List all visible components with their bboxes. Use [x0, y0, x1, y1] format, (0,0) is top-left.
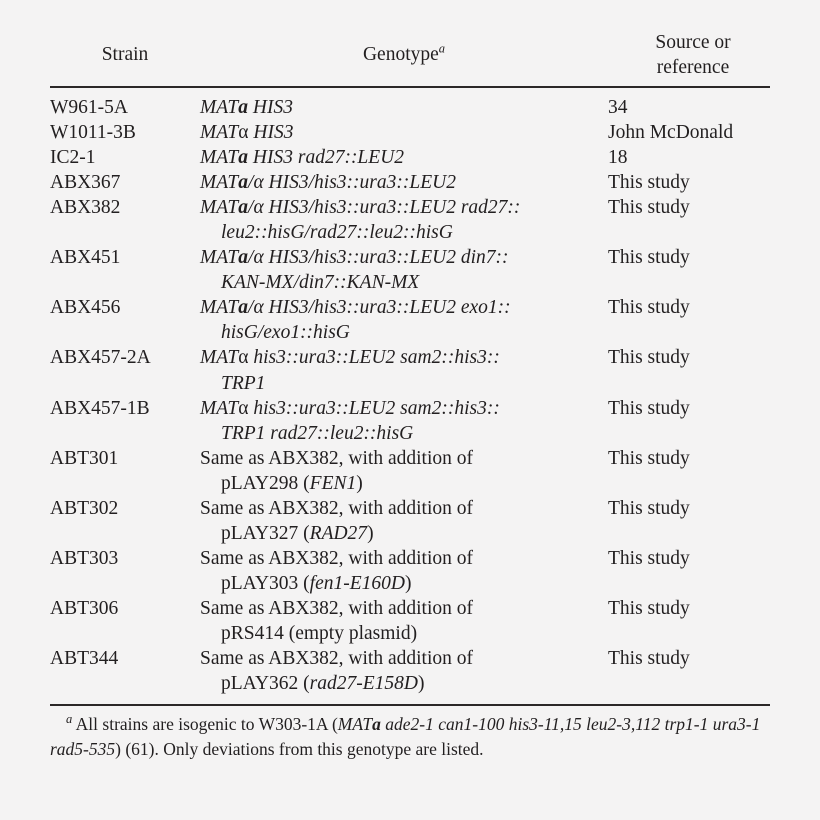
cell-source: 34 — [608, 97, 628, 118]
cell-source: This study — [608, 297, 690, 319]
table-row — [50, 345, 770, 395]
table-header-row — [50, 30, 770, 82]
cell-genotype — [200, 295, 608, 345]
cell-strain: ABX456 — [50, 297, 121, 319]
column-header-genotype — [200, 30, 608, 67]
cell-strain: W961-5A — [50, 97, 128, 118]
genotype-line: MATa/α HIS3/his3::ura3::LEU2 din7:: — [200, 247, 509, 269]
cell-genotype — [200, 646, 608, 696]
cell-source: This study — [608, 172, 690, 194]
cell-source: This study — [608, 447, 690, 469]
table-footnote — [50, 712, 772, 762]
column-header-source-line2: reference — [656, 57, 730, 78]
table-rule-bottom — [50, 704, 770, 706]
cell-source: John McDonald — [608, 122, 734, 144]
strain-table — [50, 30, 770, 762]
cell-strain: IC2-1 — [50, 147, 96, 169]
table-body — [50, 95, 770, 696]
genotype-line: pLAY327 (RAD27) — [221, 522, 374, 544]
table-row — [50, 295, 770, 345]
table-row — [50, 245, 770, 295]
genotype-line: pLAY362 (rad27-E158D) — [221, 673, 425, 695]
column-header-genotype-label: Genotype — [362, 44, 439, 65]
cell-genotype — [200, 596, 608, 646]
table-row — [50, 446, 770, 496]
table-row — [50, 195, 770, 245]
cell-strain: ABT302 — [50, 497, 119, 519]
genotype-line: MATa HIS3 rad27::LEU2 — [200, 147, 405, 169]
genotype-line: MATa/α HIS3/his3::ura3::LEU2 — [200, 172, 456, 194]
cell-source: This study — [608, 497, 690, 519]
genotype-line: pLAY303 (fen1-E160D) — [221, 572, 412, 594]
table-row — [50, 396, 770, 446]
cell-strain: ABT306 — [50, 597, 119, 619]
table-row — [50, 170, 770, 195]
genotype-line: pRS414 (empty plasmid) — [221, 622, 418, 644]
genotype-line: MATa/α HIS3/his3::ura3::LEU2 exo1:: — [200, 297, 511, 319]
cell-source: This study — [608, 397, 690, 419]
cell-genotype — [200, 446, 608, 496]
table-row — [50, 95, 770, 120]
cell-genotype — [200, 95, 608, 120]
table-row — [50, 596, 770, 646]
genotype-line: TRP1 — [221, 372, 266, 394]
cell-source: This study — [608, 597, 690, 619]
cell-genotype — [200, 345, 608, 395]
footnote-marker: a — [66, 712, 73, 727]
genotype-line: Same as ABX382, with addition of — [200, 447, 473, 469]
table-row — [50, 546, 770, 596]
genotype-line: pLAY298 (FEN1) — [221, 472, 363, 494]
cell-strain: ABX457-2A — [50, 347, 151, 369]
genotype-line: TRP1 rad27::leu2::hisG — [221, 422, 414, 444]
cell-strain: ABX382 — [50, 197, 121, 219]
footnote-text: All strains are isogenic to W303-1A (MATa ade2-1 can1-100 his3-11,15 leu2-3,112 trp1-1 ura3-1 rad5-535) (61). Only deviations from this genotype are listed. — [50, 714, 761, 760]
cell-genotype — [200, 546, 608, 596]
column-header-source-line1: Source or — [655, 32, 731, 53]
genotype-line: MATα HIS3 — [200, 122, 294, 144]
cell-source: 18 — [608, 147, 628, 169]
cell-genotype — [200, 396, 608, 446]
cell-genotype — [200, 496, 608, 546]
cell-genotype — [200, 120, 608, 145]
genotype-line: MATα his3::ura3::LEU2 sam2::his3:: — [200, 347, 500, 369]
cell-strain: ABX457-1B — [50, 397, 150, 419]
cell-source: This study — [608, 648, 690, 670]
genotype-line: MATa/α HIS3/his3::ura3::LEU2 rad27:: — [200, 197, 521, 219]
genotype-line: Same as ABX382, with addition of — [200, 597, 473, 619]
cell-strain: ABX451 — [50, 247, 121, 269]
genotype-line: MATa HIS3 — [200, 97, 293, 118]
cell-genotype — [200, 170, 608, 195]
genotype-footnote-marker: a — [438, 41, 446, 56]
cell-source: This study — [608, 347, 690, 369]
table-rule-top — [50, 86, 770, 88]
genotype-line: MATα his3::ura3::LEU2 sam2::his3:: — [200, 397, 500, 419]
cell-strain: W1011-3B — [50, 122, 136, 144]
cell-source: This study — [608, 197, 690, 219]
table-row — [50, 496, 770, 546]
column-header-source — [608, 30, 774, 80]
cell-source: This study — [608, 247, 690, 269]
genotype-line: Same as ABX382, with addition of — [200, 547, 473, 569]
genotype-line: hisG/exo1::hisG — [221, 322, 350, 344]
genotype-line: KAN-MX/din7::KAN-MX — [221, 272, 420, 294]
cell-genotype — [200, 195, 608, 245]
table-row — [50, 145, 770, 170]
cell-strain: ABT301 — [50, 447, 119, 469]
genotype-line: Same as ABX382, with addition of — [200, 648, 473, 670]
cell-strain: ABT344 — [50, 648, 119, 670]
cell-source: This study — [608, 547, 690, 569]
genotype-line: leu2::hisG/rad27::leu2::hisG — [221, 222, 453, 244]
cell-strain: ABX367 — [50, 172, 121, 194]
genotype-line: Same as ABX382, with addition of — [200, 497, 473, 519]
table-row — [50, 646, 770, 696]
column-header-strain: Strain — [101, 44, 149, 65]
cell-genotype — [200, 145, 608, 170]
cell-strain: ABT303 — [50, 547, 119, 569]
cell-genotype — [200, 245, 608, 295]
table-row — [50, 120, 770, 145]
